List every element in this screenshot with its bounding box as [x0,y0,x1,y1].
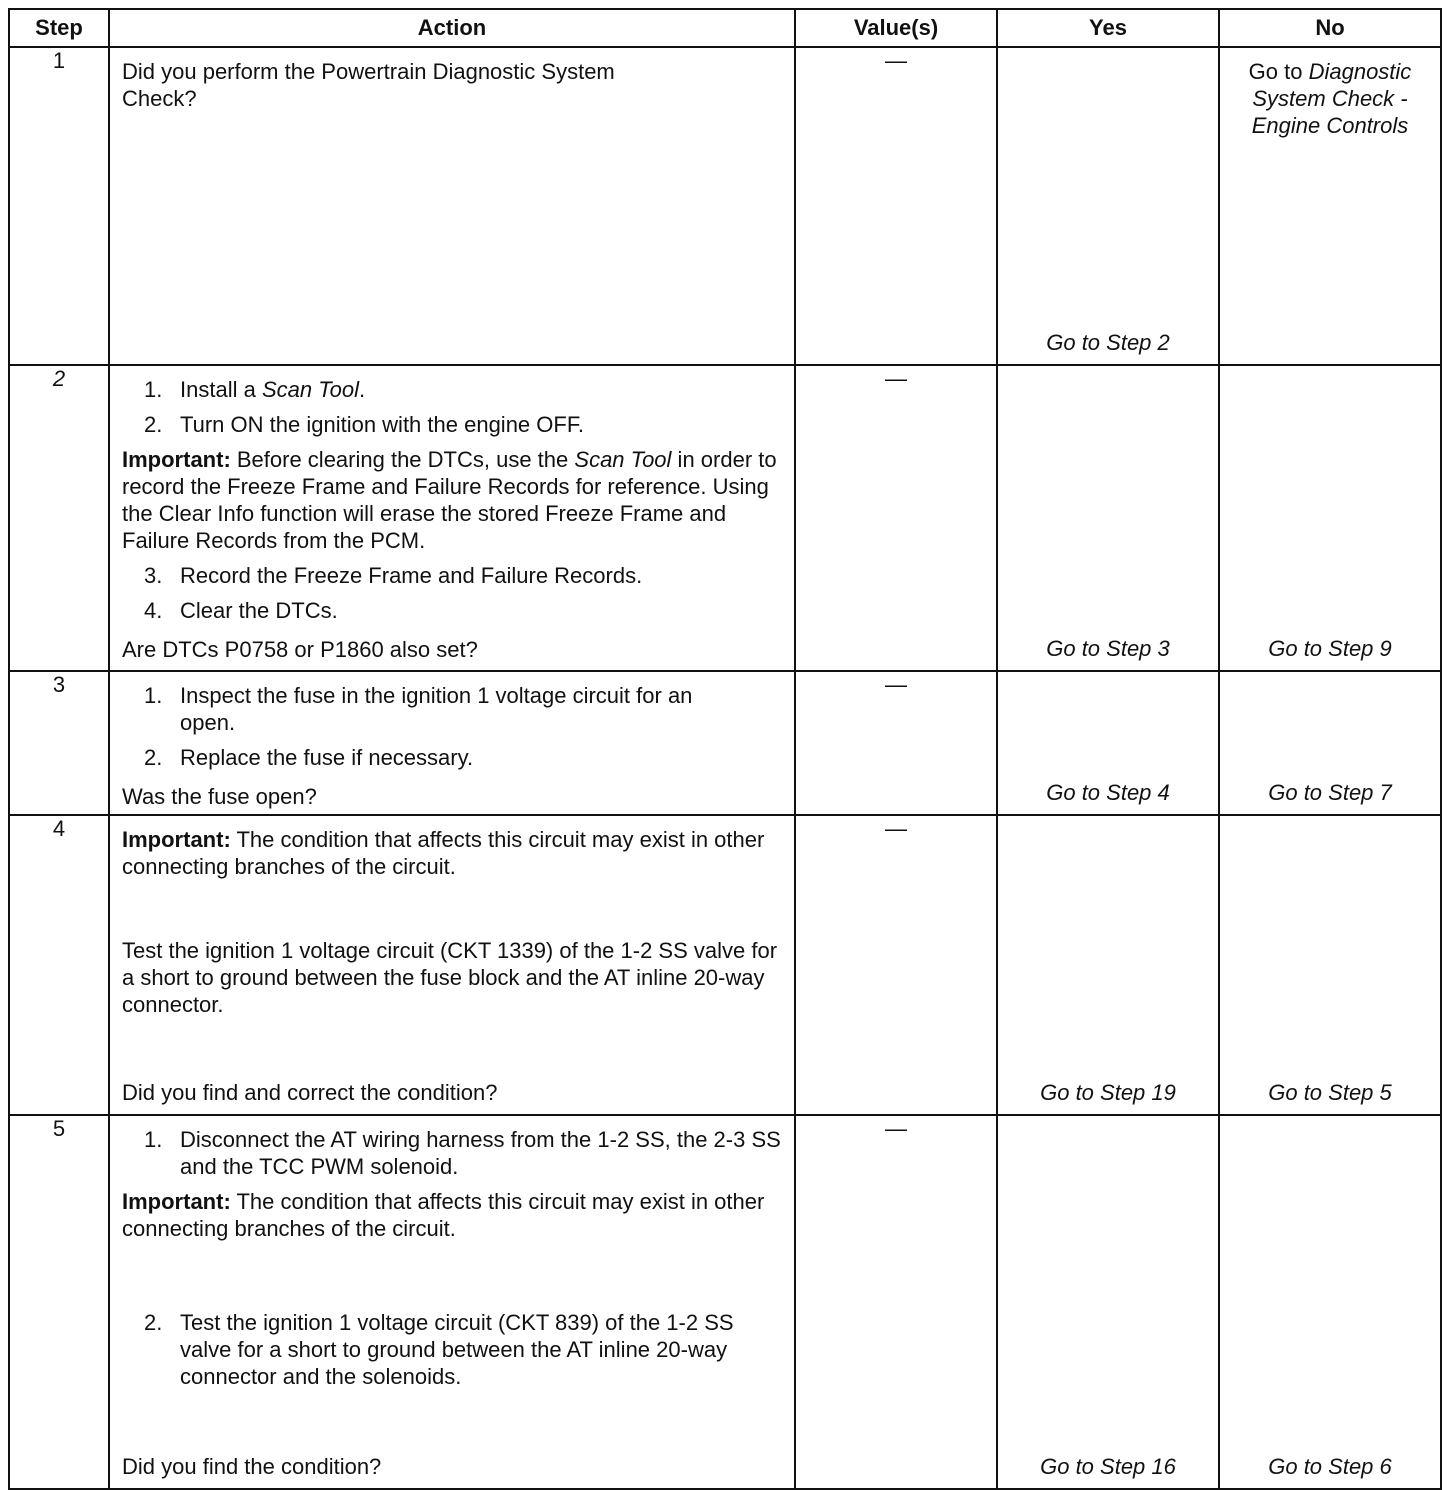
no-cell [1219,1115,1441,1489]
table-row [9,815,1441,1115]
value-cell: — [795,815,997,1115]
value-cell: — [795,671,997,815]
table-row [9,47,1441,365]
action-cell [109,47,795,365]
list-item: 1. Inspect the fuse in the ignition 1 voltage circuit for an open. [144,683,693,735]
no-link[interactable]: Go to Step 6 [1268,1454,1392,1479]
action-cell [109,671,795,815]
step-number: 1 [9,47,109,365]
important-note: Important: Before clearing the DTCs, use the Scan Tool in order to record the Freeze Frame and Failure Records for reference. Using the Clear Info function will erase the stored Freeze Frame and Failure Records from the PCM. [122,447,777,553]
header-no: No [1219,9,1441,47]
no-link-target: Diagnostic System Check - Engine Controls [1251,59,1412,138]
table-row [9,365,1441,671]
scan-tool-term: Scan Tool [261,377,359,402]
step-number: 4 [9,815,109,1115]
action-cell [109,365,795,671]
yes-cell [997,815,1219,1115]
no-cell [1219,47,1441,365]
list-item: 2. Turn ON the ignition with the engine OFF. [144,412,584,437]
yes-cell [997,365,1219,671]
diagnostic-table [8,8,1442,1490]
no-link[interactable]: Go to Step 9 [1268,636,1392,661]
value-cell: — [795,1115,997,1489]
list-item: 3. Record the Freeze Frame and Failure Records. [144,563,643,588]
table-row [9,671,1441,815]
question-text: Did you find and correct the condition? [122,1080,498,1105]
list-item: 2. Test the ignition 1 voltage circuit (CKT 839) of the 1-2 SS valve for a short to ground between the AT inline 20-way connector and the solenoids. [144,1310,734,1389]
table-row [9,1115,1441,1489]
step-number: 2 [9,365,109,671]
header-step: Step [9,9,109,47]
header-yes: Yes [997,9,1219,47]
value-cell: — [795,47,997,365]
value-cell: — [795,365,997,671]
yes-link[interactable]: Go to Step 19 [1040,1080,1176,1105]
no-cell [1219,365,1441,671]
question-text: Was the fuse open? [122,784,317,809]
step-number: 5 [9,1115,109,1489]
no-link[interactable]: Go to Step 7 [1268,780,1392,805]
yes-link[interactable]: Go to Step 4 [1046,780,1170,805]
list-item: 2. Replace the fuse if necessary. [144,745,474,770]
action-cell [109,1115,795,1489]
yes-cell [997,671,1219,815]
header-action: Action [109,9,795,47]
list-item: 4. Clear the DTCs. [144,598,338,623]
yes-link[interactable]: Go to Step 2 [1046,330,1170,355]
yes-cell [997,47,1219,365]
list-item: 1. Install a Scan Tool. [144,377,366,402]
no-link[interactable]: Go to Step 5 [1268,1080,1392,1105]
header-row [9,9,1441,47]
step-number: 3 [9,671,109,815]
no-link-prefix: Go to [1248,59,1309,84]
question-text: Did you find the condition? [122,1454,382,1479]
header-values: Value(s) [795,9,997,47]
yes-cell [997,1115,1219,1489]
no-link[interactable] [1220,48,1440,139]
action-text: Did you perform the Powertrain Diagnostic System Check? [122,59,615,111]
important-note: Important: The condition that affects this circuit may exist in other connecting branches of the circuit. [122,1189,765,1241]
no-cell [1219,671,1441,815]
no-cell [1219,815,1441,1115]
question-text: Are DTCs P0758 or P1860 also set? [122,637,478,662]
action-cell [109,815,795,1115]
yes-link[interactable]: Go to Step 16 [1040,1454,1176,1479]
important-note: Important: The condition that affects this circuit may exist in other connecting branches of the circuit. [122,827,765,879]
action-text: Test the ignition 1 voltage circuit (CKT 1339) of the 1-2 SS valve for a short to ground between the fuse block and the AT inline 20-way connector. [122,938,778,1017]
list-item: 1. Disconnect the AT wiring harness from the 1-2 SS, the 2-3 SS and the TCC PWM solenoid. [144,1127,781,1179]
yes-link[interactable]: Go to Step 3 [1046,636,1170,661]
